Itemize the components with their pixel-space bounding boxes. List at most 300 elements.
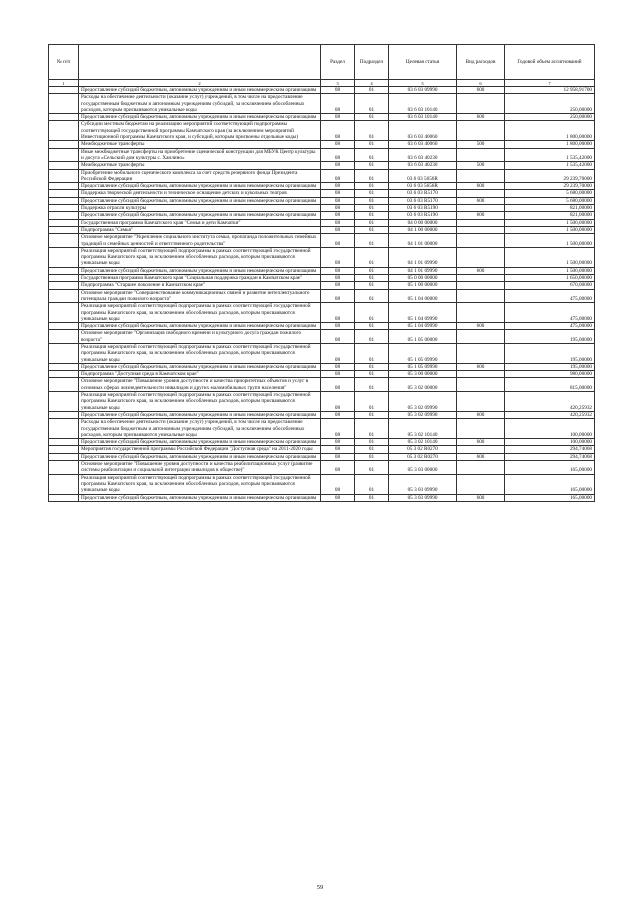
row-expense-type — [457, 169, 505, 183]
row-podrazdel: 01 — [355, 323, 389, 330]
row-razdel: 08 — [321, 303, 355, 323]
row-target-article: 03 6 03 5656R — [389, 183, 457, 190]
row-name: Поддержка творческой деятельности и техническое оснащение детских и кукольных театров — [79, 190, 321, 197]
row-podrazdel: 01 — [355, 453, 389, 460]
page-number: 59 — [316, 884, 324, 891]
row-number — [49, 275, 79, 282]
table-row — [49, 323, 595, 330]
row-number — [49, 183, 79, 190]
row-amount: 195,00000 — [505, 330, 595, 344]
row-number — [49, 303, 79, 323]
table-row — [49, 330, 595, 344]
row-target-article: 05 1 05 09990 — [389, 343, 457, 363]
row-razdel: 08 — [321, 162, 355, 169]
row-number — [49, 343, 79, 363]
row-amount: 165,00000 — [505, 494, 595, 501]
row-amount: 250,00000 — [505, 94, 595, 114]
row-podrazdel: 01 — [355, 392, 389, 412]
row-podrazdel: 01 — [355, 169, 389, 183]
row-expense-type — [457, 94, 505, 114]
row-podrazdel: 01 — [355, 205, 389, 212]
row-name: Предоставление субсидий бюджетным, автономным учреждениям и иным некоммерческим организациям — [79, 439, 321, 446]
row-target-article: 05 1 05 00000 — [389, 330, 457, 344]
row-podrazdel: 01 — [355, 114, 389, 121]
row-number — [49, 371, 79, 378]
row-number — [49, 363, 79, 370]
row-amount: 294,74068 — [505, 453, 595, 460]
row-amount: 1 500,00000 — [505, 226, 595, 233]
row-podrazdel: 01 — [355, 121, 389, 141]
row-expense-type — [457, 289, 505, 303]
row-name: Поддержка отрасли культуры — [79, 205, 321, 212]
row-podrazdel: 01 — [355, 378, 389, 392]
row-name: Расходы на обеспечение деятельности (оказание услуг) учреждений, в том числе на предоставление государственным бюджетным и автономным учреждениям субсидий, за исключением обособленных расходов, которым присваиваются уникальные коды — [79, 94, 321, 114]
row-podrazdel: 01 — [355, 141, 389, 148]
table-row — [49, 121, 595, 141]
row-podrazdel: 01 — [355, 226, 389, 233]
row-target-article: 03 6 03 09990 — [389, 87, 457, 94]
row-amount: 1 500,00000 — [505, 267, 595, 274]
row-name: Реализация мероприятий соответствующей подпрограммы в рамках соответствующей государственной программы Камчатского края, за исключением обособленных расходов, которым присваиваются уникальные коды — [79, 392, 321, 412]
row-number — [49, 141, 79, 148]
table-row — [49, 169, 595, 183]
row-razdel: 08 — [321, 446, 355, 453]
table-row — [49, 162, 595, 169]
row-name: Субсидии местным бюджетам на реализацию мероприятий соответствующей подпрограммы соответствующей государственной программы Камчатского края (за исключением мероприятий Инвестиционной программы Камчатского края, и субсидий, которым присвоены отдельные коды) — [79, 121, 321, 141]
row-razdel: 08 — [321, 94, 355, 114]
row-number — [49, 205, 79, 212]
row-razdel: 08 — [321, 275, 355, 282]
row-number — [49, 190, 79, 197]
row-razdel: 08 — [321, 121, 355, 141]
row-target-article: 05 0 00 00000 — [389, 275, 457, 282]
row-target-article: 05 3 03 00000 — [389, 461, 457, 475]
row-number — [49, 197, 79, 204]
row-name: Основное мероприятие "Организация свободного времени и культурного досуга граждан пожилого возраста" — [79, 330, 321, 344]
row-name: Иные межбюджетные трансферты на приобретение сценической конструкции для МБУК Центр культуры и досуга «Сельский дом культуры с. Хаилино» — [79, 148, 321, 162]
row-amount: 165,00000 — [505, 474, 595, 494]
row-razdel: 08 — [321, 453, 355, 460]
row-target-article: 05 3 03 09990 — [389, 494, 457, 501]
row-podrazdel: 01 — [355, 234, 389, 248]
row-number — [49, 446, 79, 453]
row-name: Предоставление субсидий бюджетным, автономным учреждениям и иным некоммерческим организациям — [79, 183, 321, 190]
row-razdel: 08 — [321, 419, 355, 439]
column-number: 4 — [355, 80, 389, 87]
row-number — [49, 289, 79, 303]
row-expense-type — [457, 148, 505, 162]
row-name: Государственная программа Камчатского края "Социальная поддержка граждан в Камчатском крае" — [79, 275, 321, 282]
header-target-article: Целевая статья — [389, 45, 457, 80]
row-name: Межбюджетные трансферты — [79, 162, 321, 169]
row-amount: 1 535,42000 — [505, 148, 595, 162]
row-razdel: 08 — [321, 114, 355, 121]
row-amount: 815,00000 — [505, 378, 595, 392]
row-name: Предоставление субсидий бюджетным, автономным учреждениям и иным некоммерческим организациям — [79, 267, 321, 274]
column-numbers-row — [49, 80, 595, 87]
row-target-article: 05 3 02 09990 — [389, 392, 457, 412]
table-row — [49, 94, 595, 114]
row-target-article: 03 6 03 10140 — [389, 94, 457, 114]
row-expense-type: 600 — [457, 267, 505, 274]
table-row — [49, 453, 595, 460]
row-name: Предоставление субсидий бюджетным, автономным учреждениям и иным некоммерческим организациям — [79, 453, 321, 460]
row-number — [49, 87, 79, 94]
row-razdel: 08 — [321, 330, 355, 344]
table-row — [49, 303, 595, 323]
row-target-article: 03 6 03 R5190 — [389, 205, 457, 212]
table-row — [49, 197, 595, 204]
row-name: Основное мероприятие "Повышение уровня доступности и качества приоритетных объектов и услуг в основных сферах жизнедеятельности инвалидов и других маломобильных групп населения" — [79, 378, 321, 392]
table-row — [49, 363, 595, 370]
table-row — [49, 461, 595, 475]
table-row — [49, 371, 595, 378]
table-header — [49, 45, 595, 80]
row-expense-type — [457, 247, 505, 267]
row-name: Подпрограмма "Семья" — [79, 226, 321, 233]
table-row — [49, 114, 595, 121]
row-podrazdel: 01 — [355, 303, 389, 323]
row-target-article: 03 6 03 R5170 — [389, 197, 457, 204]
row-amount: 5 680,00000 — [505, 197, 595, 204]
row-podrazdel: 01 — [355, 212, 389, 219]
row-name: Государственная программа Камчатского края "Семья и дети Камчатки" — [79, 219, 321, 226]
column-number: 1 — [49, 80, 79, 87]
budget-table — [48, 44, 595, 502]
row-podrazdel: 01 — [355, 87, 389, 94]
table-row — [49, 183, 595, 190]
header-expense-type: Вид расходов — [457, 45, 505, 80]
row-number — [49, 219, 79, 226]
row-razdel: 08 — [321, 439, 355, 446]
row-expense-type: 600 — [457, 363, 505, 370]
row-target-article: 05 1 04 09990 — [389, 323, 457, 330]
row-name: Расходы на обеспечение деятельности (оказание услуг) учреждений, в том числе на предоставление государственным бюджетным и автономным учреждениям субсидий, за исключением обособленных расходов, которым присваиваются уникальные коды — [79, 419, 321, 439]
row-amount: 195,00000 — [505, 363, 595, 370]
row-expense-type: 600 — [457, 87, 505, 94]
row-amount: 420,25932 — [505, 411, 595, 418]
row-podrazdel: 01 — [355, 219, 389, 226]
row-amount: 821,00000 — [505, 212, 595, 219]
row-number — [49, 282, 79, 289]
row-razdel: 08 — [321, 141, 355, 148]
row-expense-type — [457, 343, 505, 363]
row-podrazdel: 01 — [355, 94, 389, 114]
table-body — [49, 80, 595, 502]
row-name: Предоставление субсидий бюджетным, автономным учреждениям и иным некоммерческим организациям — [79, 197, 321, 204]
row-name: Предоставление субсидий бюджетным, автономным учреждениям и иным некоммерческим организациям — [79, 494, 321, 501]
row-razdel: 08 — [321, 289, 355, 303]
row-expense-type: 600 — [457, 114, 505, 121]
row-razdel: 08 — [321, 363, 355, 370]
row-razdel: 08 — [321, 411, 355, 418]
row-target-article: 04 1 01 09990 — [389, 267, 457, 274]
row-podrazdel: 01 — [355, 411, 389, 418]
table-row — [49, 190, 595, 197]
row-amount: 420,25932 — [505, 392, 595, 412]
row-target-article: 05 3 02 00000 — [389, 378, 457, 392]
row-amount: 5 680,00000 — [505, 190, 595, 197]
row-amount: 1 800,00000 — [505, 121, 595, 141]
table-row — [49, 289, 595, 303]
row-expense-type — [457, 419, 505, 439]
row-razdel: 08 — [321, 212, 355, 219]
row-target-article: 05 1 00 00000 — [389, 282, 457, 289]
table-row — [49, 378, 595, 392]
row-expense-type: 600 — [457, 212, 505, 219]
row-number — [49, 378, 79, 392]
row-podrazdel: 01 — [355, 446, 389, 453]
row-amount: 821,00000 — [505, 205, 595, 212]
table-row — [49, 446, 595, 453]
row-target-article: 05 3 00 00000 — [389, 371, 457, 378]
row-number — [49, 114, 79, 121]
table-row — [49, 474, 595, 494]
row-target-article: 05 3 02 09990 — [389, 411, 457, 418]
header-podrazdel: Подраздел — [355, 45, 389, 80]
row-name: Подпрограмма "Старшее поколение в Камчатском крае" — [79, 282, 321, 289]
row-podrazdel: 01 — [355, 275, 389, 282]
row-expense-type — [457, 303, 505, 323]
row-name: Реализация мероприятий соответствующей подпрограммы в рамках соответствующей государственной программы Камчатского края, за исключением обособленных расходов, которым присваиваются уникальные коды — [79, 343, 321, 363]
row-amount: 250,00000 — [505, 114, 595, 121]
table-row — [49, 439, 595, 446]
row-razdel: 08 — [321, 343, 355, 363]
table-row — [49, 234, 595, 248]
row-number — [49, 247, 79, 267]
row-podrazdel: 01 — [355, 289, 389, 303]
row-number — [49, 148, 79, 162]
row-target-article: 05 1 04 00000 — [389, 289, 457, 303]
row-expense-type — [457, 474, 505, 494]
row-name: Реализация мероприятий соответствующей подпрограммы в рамках соответствующей государственной программы Камчатского края, за исключением обособленных расходов, которым присваиваются уникальные коды — [79, 474, 321, 494]
row-number — [49, 94, 79, 114]
row-expense-type: 600 — [457, 411, 505, 418]
header-row — [49, 45, 595, 80]
row-number — [49, 323, 79, 330]
table-row — [49, 282, 595, 289]
row-razdel: 08 — [321, 474, 355, 494]
table-row — [49, 275, 595, 282]
row-target-article: 05 1 05 09990 — [389, 363, 457, 370]
row-podrazdel: 01 — [355, 461, 389, 475]
table-row — [49, 148, 595, 162]
row-name: Основное мероприятие "Повышение уровня доступности и качества реабилитационных услуг (развитие системы реабилитации и социальной интеграции инвалидов в обществе)" — [79, 461, 321, 475]
row-name: Предоставление субсидий бюджетным, автономным учреждениям и иным некоммерческим организациям — [79, 212, 321, 219]
row-razdel: 08 — [321, 197, 355, 204]
table-row — [49, 87, 595, 94]
row-target-article: 04 1 01 09990 — [389, 247, 457, 267]
column-number: 7 — [505, 80, 595, 87]
row-expense-type — [457, 446, 505, 453]
row-razdel: 08 — [321, 461, 355, 475]
row-podrazdel: 01 — [355, 190, 389, 197]
row-number — [49, 234, 79, 248]
row-number — [49, 494, 79, 501]
table-row — [49, 219, 595, 226]
row-expense-type — [457, 461, 505, 475]
row-target-article: 05 3 03 09990 — [389, 474, 457, 494]
row-razdel: 08 — [321, 371, 355, 378]
header-name — [79, 45, 321, 80]
row-amount: 1 650,00000 — [505, 275, 595, 282]
row-expense-type — [457, 205, 505, 212]
row-expense-type: 600 — [457, 183, 505, 190]
row-number — [49, 212, 79, 219]
column-number: 3 — [321, 80, 355, 87]
row-target-article: 05 3 02 10140 — [389, 419, 457, 439]
row-podrazdel: 01 — [355, 183, 389, 190]
row-razdel: 08 — [321, 205, 355, 212]
row-podrazdel: 01 — [355, 148, 389, 162]
row-name: Межбюджетные трансферты — [79, 141, 321, 148]
row-name: Реализация мероприятий соответствующей подпрограммы в рамках соответствующей государственной программы Камчатского края, за исключением обособленных расходов, которым присваиваются уникальные коды — [79, 303, 321, 323]
row-expense-type: 500 — [457, 162, 505, 169]
row-amount: 1 535,42000 — [505, 162, 595, 169]
row-razdel: 08 — [321, 392, 355, 412]
row-podrazdel: 01 — [355, 371, 389, 378]
row-target-article: 03 6 03 40230 — [389, 162, 457, 169]
row-podrazdel: 01 — [355, 439, 389, 446]
row-number — [49, 439, 79, 446]
row-number — [49, 419, 79, 439]
row-expense-type — [457, 219, 505, 226]
row-expense-type — [457, 234, 505, 248]
row-expense-type: 600 — [457, 453, 505, 460]
table-row — [49, 494, 595, 501]
row-razdel: 08 — [321, 183, 355, 190]
row-expense-type — [457, 226, 505, 233]
row-target-article: 03 6 03 5656R — [389, 169, 457, 183]
row-number — [49, 330, 79, 344]
row-podrazdel: 01 — [355, 363, 389, 370]
row-amount: 100,00000 — [505, 419, 595, 439]
row-name: Подпрограмма "Доступная среда в Камчатском крае" — [79, 371, 321, 378]
row-razdel: 08 — [321, 378, 355, 392]
row-razdel: 08 — [321, 87, 355, 94]
row-number — [49, 267, 79, 274]
row-target-article: 04 1 01 00000 — [389, 234, 457, 248]
table-row — [49, 205, 595, 212]
row-expense-type — [457, 392, 505, 412]
table-row — [49, 212, 595, 219]
row-expense-type: 600 — [457, 494, 505, 501]
header-annual-amount: Годовой объем ассигнований — [505, 45, 595, 80]
row-name: Основное мероприятие "Совершенствование коммуникационных связей и развитие интеллектуального потенциала граждан пожилого возраста" — [79, 289, 321, 303]
row-name: Реализация мероприятий соответствующей подпрограммы в рамках соответствующей государственной программы Камчатского края, за исключением обособленных расходов, которым присваиваются уникальные коды — [79, 247, 321, 267]
row-podrazdel: 01 — [355, 330, 389, 344]
row-number — [49, 474, 79, 494]
row-expense-type — [457, 371, 505, 378]
row-target-article: 05 3 02 R0270 — [389, 453, 457, 460]
row-target-article: 04 1 00 00000 — [389, 226, 457, 233]
row-number — [49, 169, 79, 183]
row-razdel: 08 — [321, 169, 355, 183]
header-num: № п/п — [49, 45, 79, 80]
row-target-article: 03 6 03 40060 — [389, 141, 457, 148]
row-razdel: 08 — [321, 247, 355, 267]
table-row — [49, 392, 595, 412]
row-podrazdel: 01 — [355, 282, 389, 289]
row-amount: 100,00000 — [505, 439, 595, 446]
table-row — [49, 343, 595, 363]
row-amount: 475,00000 — [505, 323, 595, 330]
row-number — [49, 226, 79, 233]
row-amount: 980,00000 — [505, 371, 595, 378]
row-expense-type — [457, 121, 505, 141]
row-expense-type: 500 — [457, 141, 505, 148]
row-expense-type: 600 — [457, 439, 505, 446]
row-number — [49, 411, 79, 418]
row-podrazdel: 01 — [355, 474, 389, 494]
header-razdel: Раздел — [321, 45, 355, 80]
row-name: Предоставление субсидий бюджетным, автономным учреждениям и иным некоммерческим организациям — [79, 363, 321, 370]
row-name: Основное мероприятие "Укрепление социального института семьи, пропаганда положительных семейных традиций и семейных ценностей и ответственного родительства" — [79, 234, 321, 248]
column-number: 2 — [79, 80, 321, 87]
row-name: Мероприятия государственной программы Российской Федерации "Доступная среда" на 2011-2020 годы — [79, 446, 321, 453]
row-podrazdel: 01 — [355, 419, 389, 439]
row-name: Предоставление субсидий бюджетным, автономным учреждениям и иным некоммерческим организациям — [79, 411, 321, 418]
row-number — [49, 392, 79, 412]
row-razdel: 08 — [321, 148, 355, 162]
row-amount: 12 958,91700 — [505, 87, 595, 94]
row-razdel: 08 — [321, 267, 355, 274]
row-expense-type — [457, 378, 505, 392]
row-amount: 195,00000 — [505, 343, 595, 363]
row-podrazdel: 01 — [355, 247, 389, 267]
row-target-article: 03 6 03 R5170 — [389, 190, 457, 197]
table-row — [49, 411, 595, 418]
row-target-article: 03 6 03 40230 — [389, 148, 457, 162]
row-razdel: 08 — [321, 226, 355, 233]
row-number — [49, 453, 79, 460]
row-name: Предоставление субсидий бюджетным, автономным учреждениям и иным некоммерческим организациям — [79, 87, 321, 94]
table-row — [49, 226, 595, 233]
table-row — [49, 247, 595, 267]
row-podrazdel: 01 — [355, 343, 389, 363]
row-amount: 475,00000 — [505, 303, 595, 323]
row-amount: 1 800,00000 — [505, 141, 595, 148]
row-name: Предоставление субсидий бюджетным, автономным учреждениям и иным некоммерческим организациям — [79, 114, 321, 121]
row-amount: 1 500,00000 — [505, 234, 595, 248]
row-razdel: 08 — [321, 190, 355, 197]
row-target-article: 04 0 00 00000 — [389, 219, 457, 226]
row-expense-type — [457, 190, 505, 197]
row-number — [49, 121, 79, 141]
row-number — [49, 461, 79, 475]
row-target-article: 05 3 02 10140 — [389, 439, 457, 446]
row-expense-type — [457, 275, 505, 282]
row-name: Приобретение мобильного сценического комплекса за счет средств резервного фонда Президента Российской Федерации — [79, 169, 321, 183]
row-razdel: 08 — [321, 219, 355, 226]
row-podrazdel: 01 — [355, 197, 389, 204]
row-name: Предоставление субсидий бюджетным, автономным учреждениям и иным некоммерческим организациям — [79, 323, 321, 330]
row-razdel: 08 — [321, 282, 355, 289]
row-podrazdel: 01 — [355, 267, 389, 274]
row-target-article: 05 3 02 R0270 — [389, 446, 457, 453]
row-amount: 29 239,70000 — [505, 183, 595, 190]
row-amount: 1 500,00000 — [505, 219, 595, 226]
row-target-article: 05 1 04 09990 — [389, 303, 457, 323]
row-podrazdel: 01 — [355, 494, 389, 501]
row-expense-type — [457, 330, 505, 344]
column-number: 5 — [389, 80, 457, 87]
row-amount: 1 500,00000 — [505, 247, 595, 267]
table-row — [49, 267, 595, 274]
row-amount: 475,00000 — [505, 289, 595, 303]
row-amount: 294,74068 — [505, 446, 595, 453]
row-podrazdel: 01 — [355, 162, 389, 169]
